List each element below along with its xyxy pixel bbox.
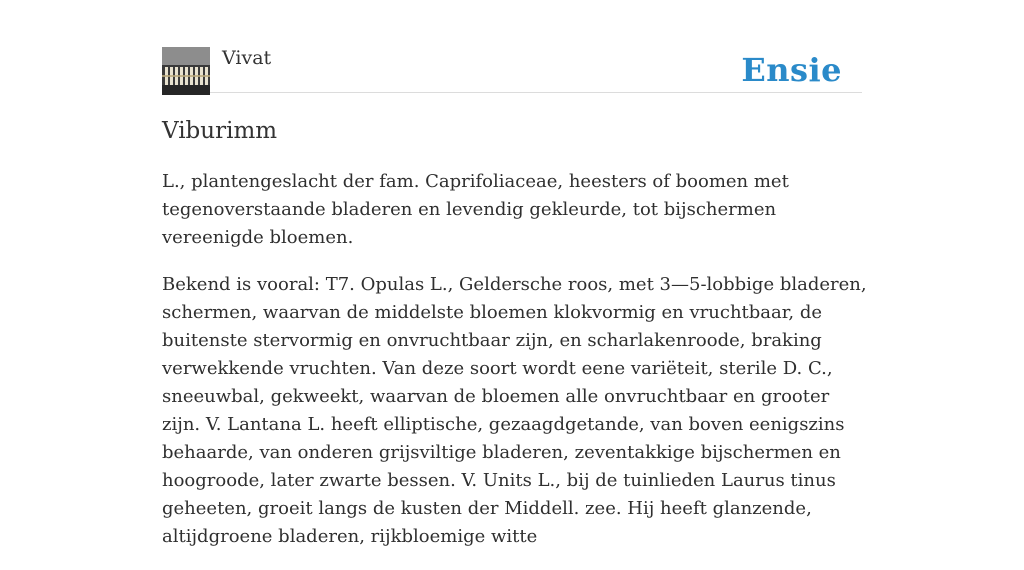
header xyxy=(162,0,862,93)
page xyxy=(162,0,867,547)
article-body xyxy=(162,168,867,570)
paragraph: Bekend is vooral: T7. Opulas L., Geldersche roos, met 3—5-lobbige bladeren, schermen, waarvan de middelste bloemen klokvormig en vruchtbaar, de buitenste stervormig en onvruchtbaar zijn, en scharlakenroode, braking verwekkende vruchten. Van deze soort wordt eene variëteit, sterile D. C., sneeuwbal, gekweekt, waarvan de bloemen alle onvruchtbaar en grooter zijn. V. Lantana L. heeft elliptische, gezaagdgetande, van boven eenigszins behaarde, van onderen grijsviltige bladeren, zeventakkige bijschermen en hoogroode, later zwarte bessen. V. Units L., bij de tuinlieden Laurus tinus geheeten, groeit langs de kusten der Middell. zee. Hij heeft glanzende, altijdgroene bladeren, rijkbloemige witte xyxy=(162,274,867,547)
author-avatar[interactable] xyxy=(162,47,210,95)
typewriter-keys-icon xyxy=(162,47,210,95)
author-name[interactable]: Vivat xyxy=(222,47,272,69)
brand-logo[interactable]: Ensie xyxy=(741,51,842,89)
paragraph: L., plantengeslacht der fam. Caprifoliaceae, heesters of boomen met tegenoverstaande bladeren en levendig gekleurde, tot bijschermen vereenigde bloemen. xyxy=(162,171,789,248)
page-title: Viburimm xyxy=(162,118,278,144)
